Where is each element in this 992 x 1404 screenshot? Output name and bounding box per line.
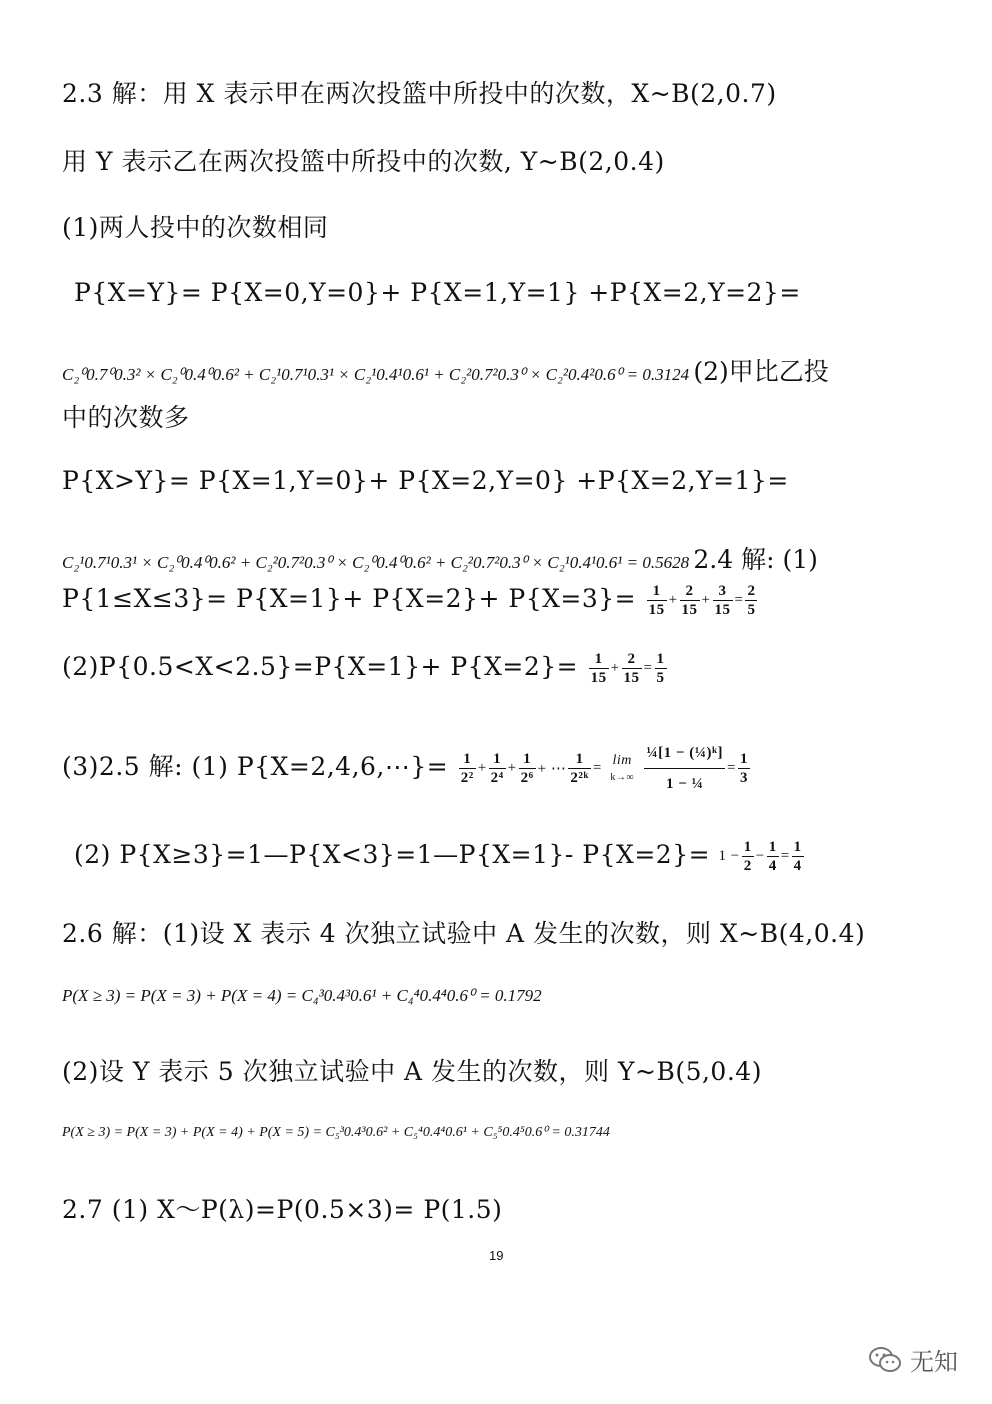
fraction-1-3: $\frac{1}{3}$	[739, 751, 748, 786]
text-line-px-gt-y: P{X>Y}= P{X=1,Y=0}+ P{X=2,Y=0} +P{X=2,Y=1}=	[62, 466, 789, 495]
wechat-icon	[868, 1346, 902, 1374]
fraction-2-15: $\frac{2}{15}$	[681, 583, 698, 618]
text-line-part1: (1)两人投中的次数相同	[62, 213, 329, 242]
fraction-1-2: $\frac{1}{2}$	[743, 839, 752, 874]
text-p-ge-3: (2) P{X≥3}=1—P{X<3}=1—P{X=1}- P{X=2}=	[74, 840, 711, 869]
fraction-1-2-6: $\frac{1}{\text{2⁶}}$	[520, 751, 534, 786]
text-p-05-25: (2)P{0.5<X<2.5}=P{X=1}+ P{X=2}=	[62, 652, 579, 681]
fraction-1-5: $\frac{1}{5}$	[656, 651, 665, 686]
text-line-2-4-p1: P{1≤X≤3}= P{X=1}+ P{X=2}+ P{X=3}= $\frac{1}{15}$ + $\frac{2}{15}$ + $\frac{3}{15}$ = $\frac{2}{5}$	[62, 583, 756, 618]
text-line-px-eq-y: P{X=Y}= P{X=0,Y=0}+ P{X=1,Y=1} +P{X=2,Y=2}=	[74, 278, 801, 307]
formula-eq1	[62, 352, 829, 388]
fraction-2-5: $\frac{2}{5}$	[747, 583, 756, 618]
text-line-2-3: 2.3 解：用 X 表示甲在两次投篮中所投中的次数，X~B(2,0.7)	[62, 79, 777, 108]
text-line-y-def: 用 Y 表示乙在两次投篮中所投中的次数, Y~B(2,0.4)	[62, 147, 665, 176]
text-line-2-4-p2: (2)P{0.5<X<2.5}=P{X=1}+ P{X=2}= $\frac{1}{15}$ + $\frac{2}{15}$ = $\frac{1}{5}$	[62, 651, 665, 686]
text-line-2-5: (3)2.5 解: (1) P{X=2,4,6,⋯}= $\frac{1}{\text{2²}}$ + $\frac{1}{\text{2⁴}}$ + $\frac{1}{\text{2⁶}}$ + ⋯ $\frac{1}{\text{2²ᵏ}}$ = lim k→∞ $\frac{\text{¼[1 − (¼)ᵏ]}}{\text{1 − ¼}}$ = $\frac{1}{3}$	[62, 738, 752, 799]
watermark	[868, 1342, 958, 1377]
limit-operator: lim k→∞	[610, 752, 634, 783]
fraction-1-2-2k: $\frac{1}{\text{2²ᵏ}}$	[570, 751, 589, 786]
text-line-2-6-p2: (2)设 Y 表示 5 次独立试验中 A 发生的次数，则 Y~B(5,0.4)	[62, 1057, 762, 1086]
page-number: 19	[489, 1248, 504, 1263]
watermark-text: 无知	[910, 1349, 958, 1376]
formula-eq2-tail: 2.4 解: (1)	[693, 545, 818, 574]
text-p-1-3: P{1≤X≤3}= P{X=1}+ P{X=2}+ P{X=3}=	[62, 584, 637, 613]
formula-eq3: P(X ≥ 3) = P(X = 3) + P(X = 4) = C₄³0.4³0.6¹ + C₄⁴0.4⁴0.6⁰ = 0.1792	[62, 986, 542, 1005]
text-line-2-6: 2.6 解：(1)设 X 表示 4 次独立试验中 A 发生的次数，则 X~B(4,0.4)	[62, 919, 866, 948]
fraction-3-15: $\frac{3}{15}$	[714, 583, 731, 618]
fraction-limit: $\frac{\text{¼[1 − (¼)ᵏ]}}{\text{1 − ¼}}$	[644, 738, 725, 799]
text-line-2-5-p2: (2) P{X≥3}=1—P{X<3}=1—P{X=1}- P{X=2}= 1 − $\frac{1}{2}$ − $\frac{1}{4}$ = $\frac{1}{4}$	[74, 839, 802, 874]
formula-eq4: P(X ≥ 3) = P(X = 3) + P(X = 4) + P(X = 5) = C₅³0.4³0.6² + C₅⁴0.4⁴0.6¹ + C₅⁵0.4⁵0.6⁰ = 0.31744	[62, 1125, 610, 1140]
formula-eq2-body: C₂¹0.7¹0.3¹ × C₂⁰0.4⁰0.6² + C₂²0.7²0.3⁰ × C₂⁰0.4⁰0.6² + C₂²0.7²0.3⁰ × C₂¹0.4¹0.6¹ = 0.5628	[62, 553, 690, 572]
text-line-more-hits: 中的次数多	[62, 403, 190, 432]
fraction-1-15: $\frac{1}{15}$	[648, 583, 665, 618]
fraction-1-2sq: $\frac{1}{\text{2²}}$	[460, 751, 474, 786]
fraction-1-2-4: $\frac{1}{\text{2⁴}}$	[490, 751, 504, 786]
fraction-1-15b: $\frac{1}{15}$	[590, 651, 607, 686]
fraction-2-15b: $\frac{2}{15}$	[623, 651, 640, 686]
text-p-even: (3)2.5 解: (1) P{X=2,4,6,⋯}=	[62, 752, 449, 781]
fraction-1-4b: $\frac{1}{4}$	[793, 839, 802, 874]
formula-eq2	[62, 540, 818, 576]
formula-eq1-tail: (2)甲比乙投	[693, 357, 829, 386]
formula-eq1-body: C₂⁰0.7⁰0.3² × C₂⁰0.4⁰0.6² + C₂¹0.7¹0.3¹ × C₂¹0.4¹0.6¹ + C₂²0.7²0.3⁰ × C₂²0.4²0.6⁰ = 0.3124	[62, 365, 690, 384]
text-line-2-7: 2.7 (1) X～P(λ)=P(0.5×3)= P(1.5)	[62, 1195, 503, 1224]
fraction-1-4a: $\frac{1}{4}$	[768, 839, 777, 874]
